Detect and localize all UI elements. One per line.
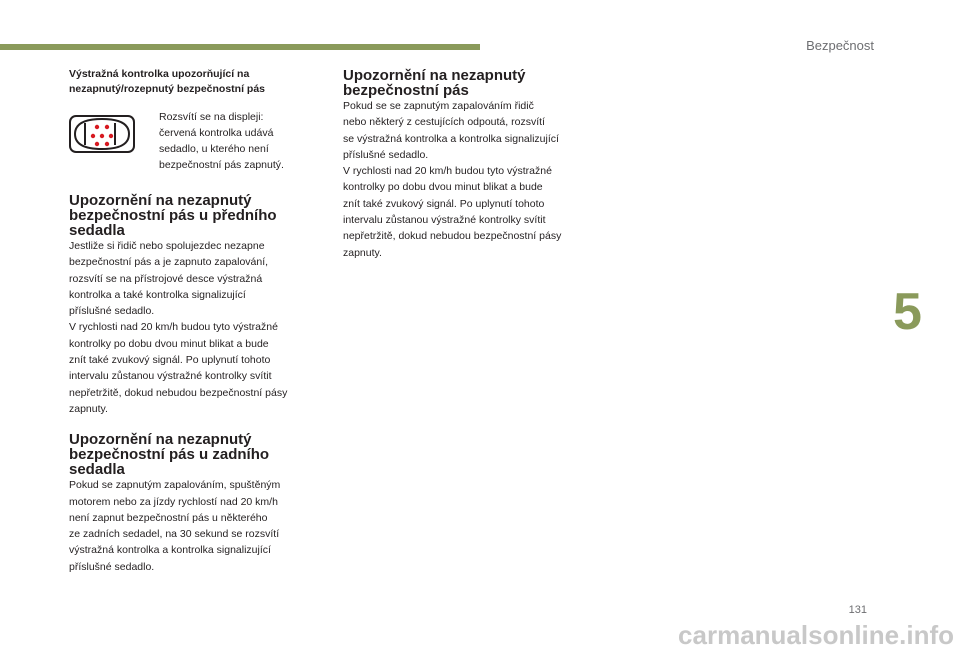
- front-seat-heading: Upozornění na nezapnutý bezpečnostní pás u předního sedadla: [69, 192, 277, 239]
- unbuckled-text: Pokud se se zapnutým zapalováním řidič nebo některý z cestujících odpoutá, rozsvítí se výstražná kontrolka a kontrolka signalizující příslušné sedadlo. V rychlosti nad 20 km/h budou tyto výstražné kontrolky po dobu dvou minut blikat a bude znít také zvukový signál. Po uplynutí tohoto intervalu zůstanou výstražné kontrolky svítit nepřetržitě, dokud nebudou bezpečnostní pásy zapnuty.: [343, 100, 562, 259]
- unbuckled-heading: Upozornění na nezapnutý bezpečnostní pás: [343, 67, 526, 99]
- warning-lamp-title: Výstražná kontrolka upozorňující na nezapnutý/rozepnutý bezpečnostní pás: [69, 68, 266, 95]
- right-column: [343, 68, 613, 261]
- seat-belt-warning-lamp-icon: [69, 109, 159, 173]
- rear-seat-text: Pokud se zapnutým zapalováním, spuštěným motorem nebo za jízdy rychlostí nad 20 km/h není zapnut bezpečnostní pás u některého ze zadních sedadel, na 30 sekund se rozsvítí výstražná kontrolka a kontrolka signalizující příslušné sedadlo.: [69, 479, 281, 573]
- header-accent-bar: [0, 44, 480, 50]
- page-number: 131: [848, 604, 867, 616]
- section-title: Bezpečnost: [806, 38, 874, 53]
- rear-seat-heading: Upozornění na nezapnutý bezpečnostní pás u zadního sedadla: [69, 431, 270, 479]
- icon-row: [69, 109, 329, 173]
- icon-description: Rozsvítí se na displeji: červená kontrolka udává sedadlo, u kterého není bezpečnostní pás zapnutý.: [159, 111, 284, 171]
- front-seat-text: Jestliže si řidič nebo spolujezdec nezapne bezpečnostní pás a je zapnuto zapalování, rozsvítí se na přístrojové desce výstražná kontrolka a také kontrolka signalizující příslušné sedadlo. V rychlosti nad 20 km/h budou tyto výstražné kontrolky po dobu dvou minut blikat a bude znít také zvukový signál. Po uplynutí tohoto intervalu zůstanou výstražné kontrolky svítit nepřetržitě, dokud nebudou bezpečnostní pásy zapnuty.: [69, 240, 288, 415]
- chapter-number: 5: [893, 283, 922, 341]
- watermark: carmanualsonline.info: [678, 620, 954, 650]
- left-column: [69, 67, 329, 575]
